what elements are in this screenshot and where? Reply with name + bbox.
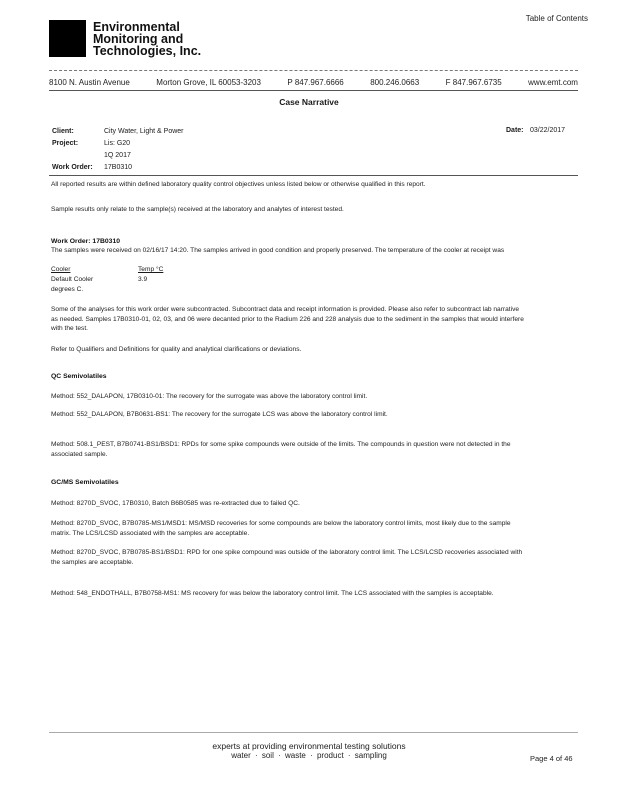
- intro-statement: All reported results are within defined laboratory quality control objectives unless listed below or otherwise qualified in this report.: [51, 181, 426, 188]
- street-address: 8100 N. Austin Avenue: [49, 78, 130, 87]
- company-name-line-3: Technologies, Inc.: [93, 44, 202, 58]
- page-number: Page 4 of 46: [530, 754, 573, 763]
- receipt-text: The samples were received on 02/16/17 14:20. The samples arrived in good condition and properly preserved. The temperature of the cooler at receipt was: [51, 247, 505, 254]
- date-label: Date:: [506, 127, 524, 134]
- footer-tagline: experts at providing environmental testing solutions: [212, 741, 406, 751]
- project-label: Project:: [52, 140, 79, 147]
- table-of-contents-link[interactable]: Table of Contents: [525, 14, 588, 23]
- company-name-line-2: Monitoring and: [93, 32, 184, 46]
- cooler-name: Default Cooler: [51, 276, 94, 283]
- qc-semivolatiles-note-2: Method: 552_DALAPON, B7B0631-BS1: The recovery for the surrogate LCS was above the laboratory control limit.: [51, 411, 388, 418]
- date-value: 03/22/2017: [530, 127, 566, 134]
- phone-number: P 847.967.6666: [287, 78, 344, 87]
- website: www.emt.com: [528, 78, 578, 87]
- qc-semivolatiles-heading: QC Semivolatiles: [51, 373, 107, 380]
- work-order-label: Work Order:: [52, 164, 93, 171]
- address-bar: [49, 78, 578, 87]
- temp-column-header: Temp °C: [138, 266, 164, 273]
- gcms-note-1: Method: 8270D_SVOC, 17B0310, Batch B6B0585 was re-extracted due to failed QC.: [51, 500, 300, 507]
- temp-units: degrees C.: [51, 286, 84, 293]
- meta-divider: [49, 175, 578, 176]
- project-value: Lis: G20: [104, 140, 131, 147]
- footer-services: water · soil · waste · product · sampling: [231, 751, 387, 760]
- company-logo: [49, 20, 86, 57]
- footer-divider: [49, 732, 578, 733]
- company-name: [93, 21, 201, 57]
- results-disclaimer: Sample results only relate to the sample(s) received at the laboratory and analytes of interest tested.: [51, 206, 344, 213]
- endothall-note: Method: 548_ENDOTHALL, B7B0758-MS1: MS recovery for was below the laboratory control limit. The LCS associated with the samples is acceptable.: [51, 590, 494, 597]
- subcontract-text: Some of the analyses for this work order were subcontracted. Subcontract data and receipt information is provided. Please also refer to subcontract lab narrative as needed. Samples 17B0310-01, 02, 03, and 06 were decanted prior to the Radium 226 and 228 analysis due to the sediment in the samples that would interfere with the test.: [51, 306, 524, 332]
- qc-semivolatiles-note-3: Method: 508.1_PEST, B7B0741-BS1/BSD1: RPDs for some spike compounds were outside of the limits. The compounds in question were not detected in the associated sample.: [51, 441, 511, 458]
- qc-semivolatiles-note-1: Method: 552_DALAPON, 17B0310-01: The recovery for the surrogate was above the laboratory control limit.: [51, 393, 368, 400]
- gcms-note-2: Method: 8270D_SVOC, B7B0785-MS1/MSD1: MS/MSD recoveries for some compounds are below the laboratory control limits, most likely due to the sample matrix. The LCS/LCSD associated with the samples are acceptable.: [51, 520, 511, 537]
- work-order-value: 17B0310: [104, 164, 133, 171]
- qualifiers-reference: Refer to Qualifiers and Definitions for quality and analytical clarifications or deviations.: [51, 346, 302, 353]
- city-address: Morton Grove, IL 60053-3203: [156, 78, 261, 87]
- gcms-semivolatiles-heading: GC/MS Semivolatiles: [51, 479, 119, 486]
- company-name-line-1: Environmental: [93, 20, 180, 34]
- address-divider: [49, 90, 578, 91]
- toll-free-number: 800.246.0663: [370, 78, 420, 87]
- fax-number: F 847.967.6735: [445, 78, 502, 87]
- header-divider: [49, 70, 578, 71]
- gcms-note-3: Method: 8270D_SVOC, B7B0785-BS1/BSD1: RPD for one spike compound was outside of the laboratory control limit. The LCS/LCSD recoveries associated with the samples are acceptable.: [51, 549, 523, 566]
- page-title: Case Narrative: [279, 97, 339, 107]
- project-period: 1Q 2017: [104, 152, 131, 159]
- work-order-heading: Work Order: 17B0310: [51, 238, 121, 245]
- cooler-column-header: Cooler: [51, 266, 71, 273]
- client-label: Client:: [52, 128, 74, 135]
- cooler-temp: 3.9: [138, 276, 148, 283]
- client-value: City Water, Light & Power: [104, 128, 184, 135]
